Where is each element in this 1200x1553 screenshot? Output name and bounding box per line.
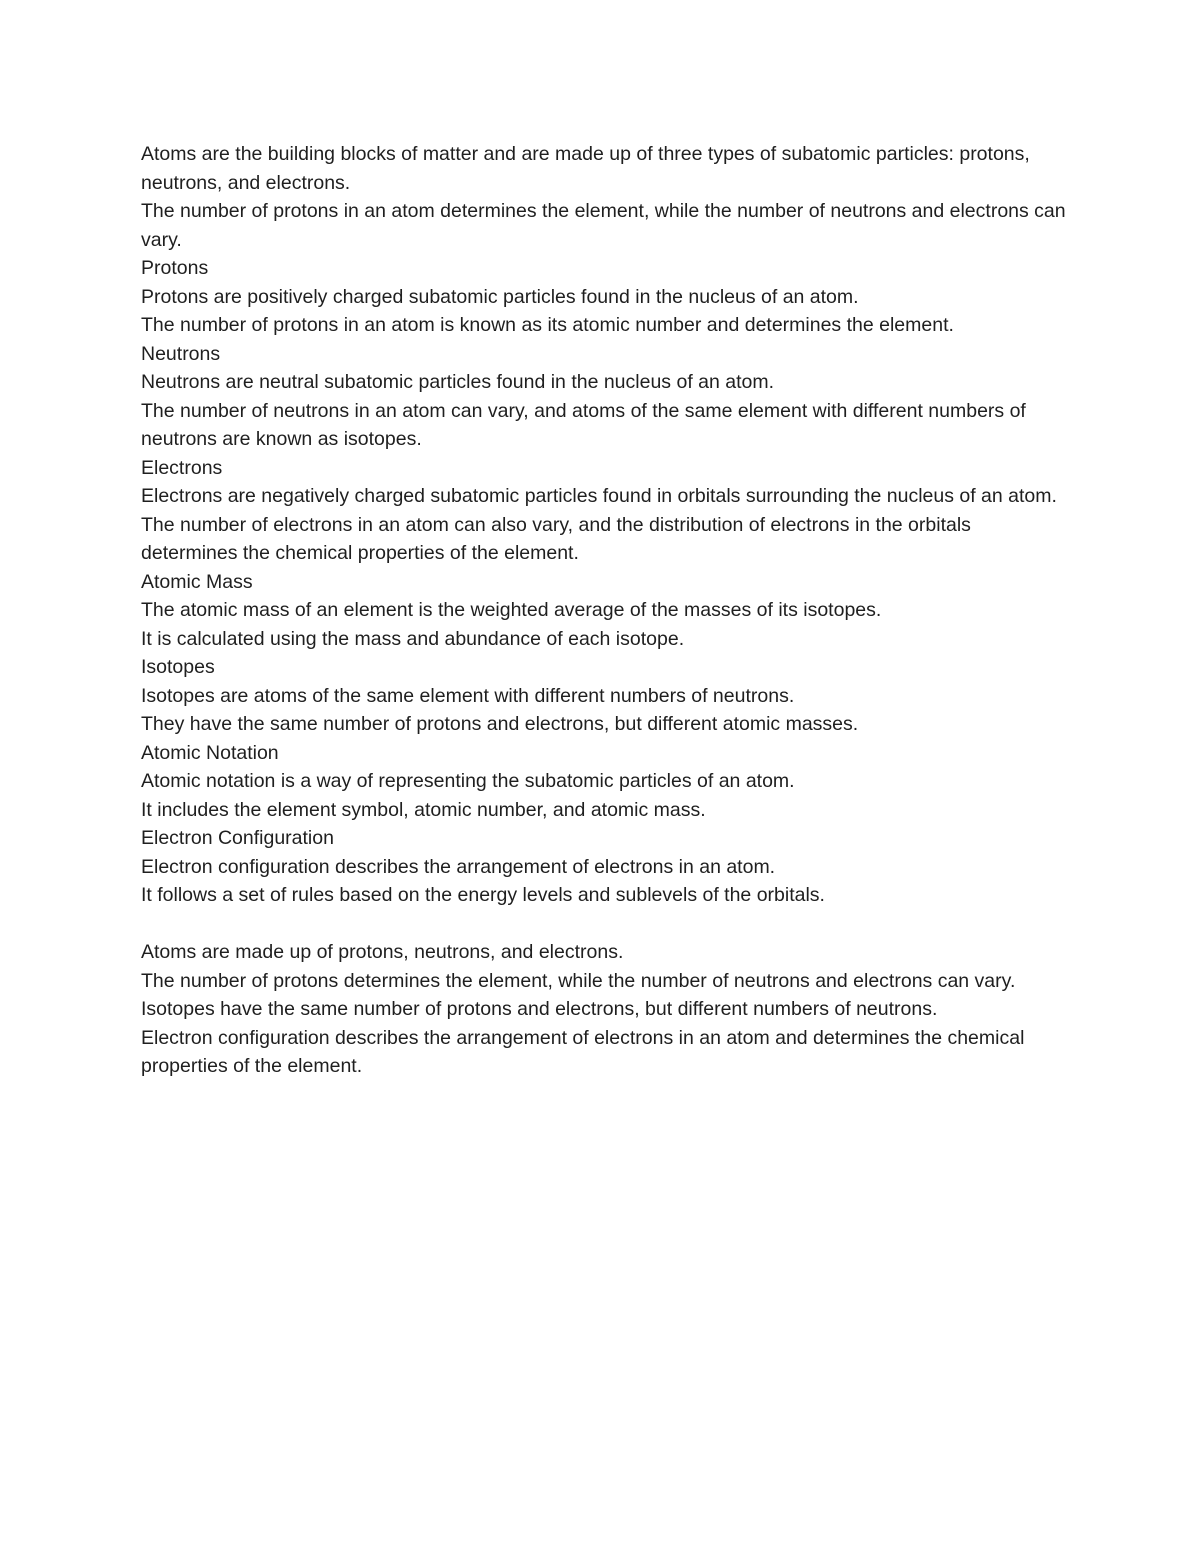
blank-line <box>141 910 1066 939</box>
summary-paragraph: Atoms are made up of protons, neutrons, and electrons. <box>141 941 624 963</box>
paragraph: It follows a set of rules based on the energy levels and sublevels of the orbitals. <box>141 884 825 906</box>
section-heading-electron-configuration: Electron Configuration <box>141 827 334 849</box>
summary-paragraph: The number of protons determines the element, while the number of neutrons and electrons can vary. <box>141 969 1016 992</box>
paragraph: The number of neutrons in an atom can vary, and atoms of the same element with different numbers of neutrons are known as isotopes. <box>141 399 1026 450</box>
paragraph: Protons are positively charged subatomic particles found in the nucleus of an atom. <box>141 285 859 308</box>
paragraph: Electron configuration describes the arrangement of electrons in an atom. <box>141 855 776 878</box>
document-body <box>141 140 1066 1081</box>
summary-paragraph: Isotopes have the same number of protons and electrons, but different numbers of neutrons. <box>141 998 938 1020</box>
paragraph: They have the same number of protons and electrons, but different atomic masses. <box>141 713 859 735</box>
section-heading-protons: Protons <box>141 257 209 279</box>
paragraph: The number of electrons in an atom can also vary, and the distribution of electrons in the orbitals determines the chemical properties of the element. <box>141 513 971 564</box>
paragraph: Neutrons are neutral subatomic particles found in the nucleus of an atom. <box>141 371 775 393</box>
section-heading-isotopes: Isotopes <box>141 656 215 678</box>
summary-paragraph: Electron configuration describes the arrangement of electrons in an atom and determines the chemical properties of the element. <box>141 1026 1025 1077</box>
paragraph: Atoms are the building blocks of matter and are made up of three types of subatomic particles: protons, neutrons, and electrons. <box>141 143 1030 194</box>
section-heading-electrons: Electrons <box>141 456 223 479</box>
section-heading-atomic-notation: Atomic Notation <box>141 741 279 764</box>
paragraph: Atomic notation is a way of representing the subatomic particles of an atom. <box>141 770 795 792</box>
paragraph: The atomic mass of an element is the weighted average of the masses of its isotopes. <box>141 599 882 621</box>
paragraph: It includes the element symbol, atomic number, and atomic mass. <box>141 798 706 821</box>
paragraph: Electrons are negatively charged subatomic particles found in orbitals surrounding the nucleus of an atom. <box>141 485 1057 507</box>
paragraph: Isotopes are atoms of the same element with different numbers of neutrons. <box>141 684 795 707</box>
paragraph: The number of protons in an atom determines the element, while the number of neutrons and electrons can vary. <box>141 200 1066 251</box>
paragraph: The number of protons in an atom is known as its atomic number and determines the element. <box>141 314 954 336</box>
paragraph: It is calculated using the mass and abundance of each isotope. <box>141 627 685 650</box>
section-heading-neutrons: Neutrons <box>141 342 221 365</box>
section-heading-atomic-mass: Atomic Mass <box>141 570 253 593</box>
